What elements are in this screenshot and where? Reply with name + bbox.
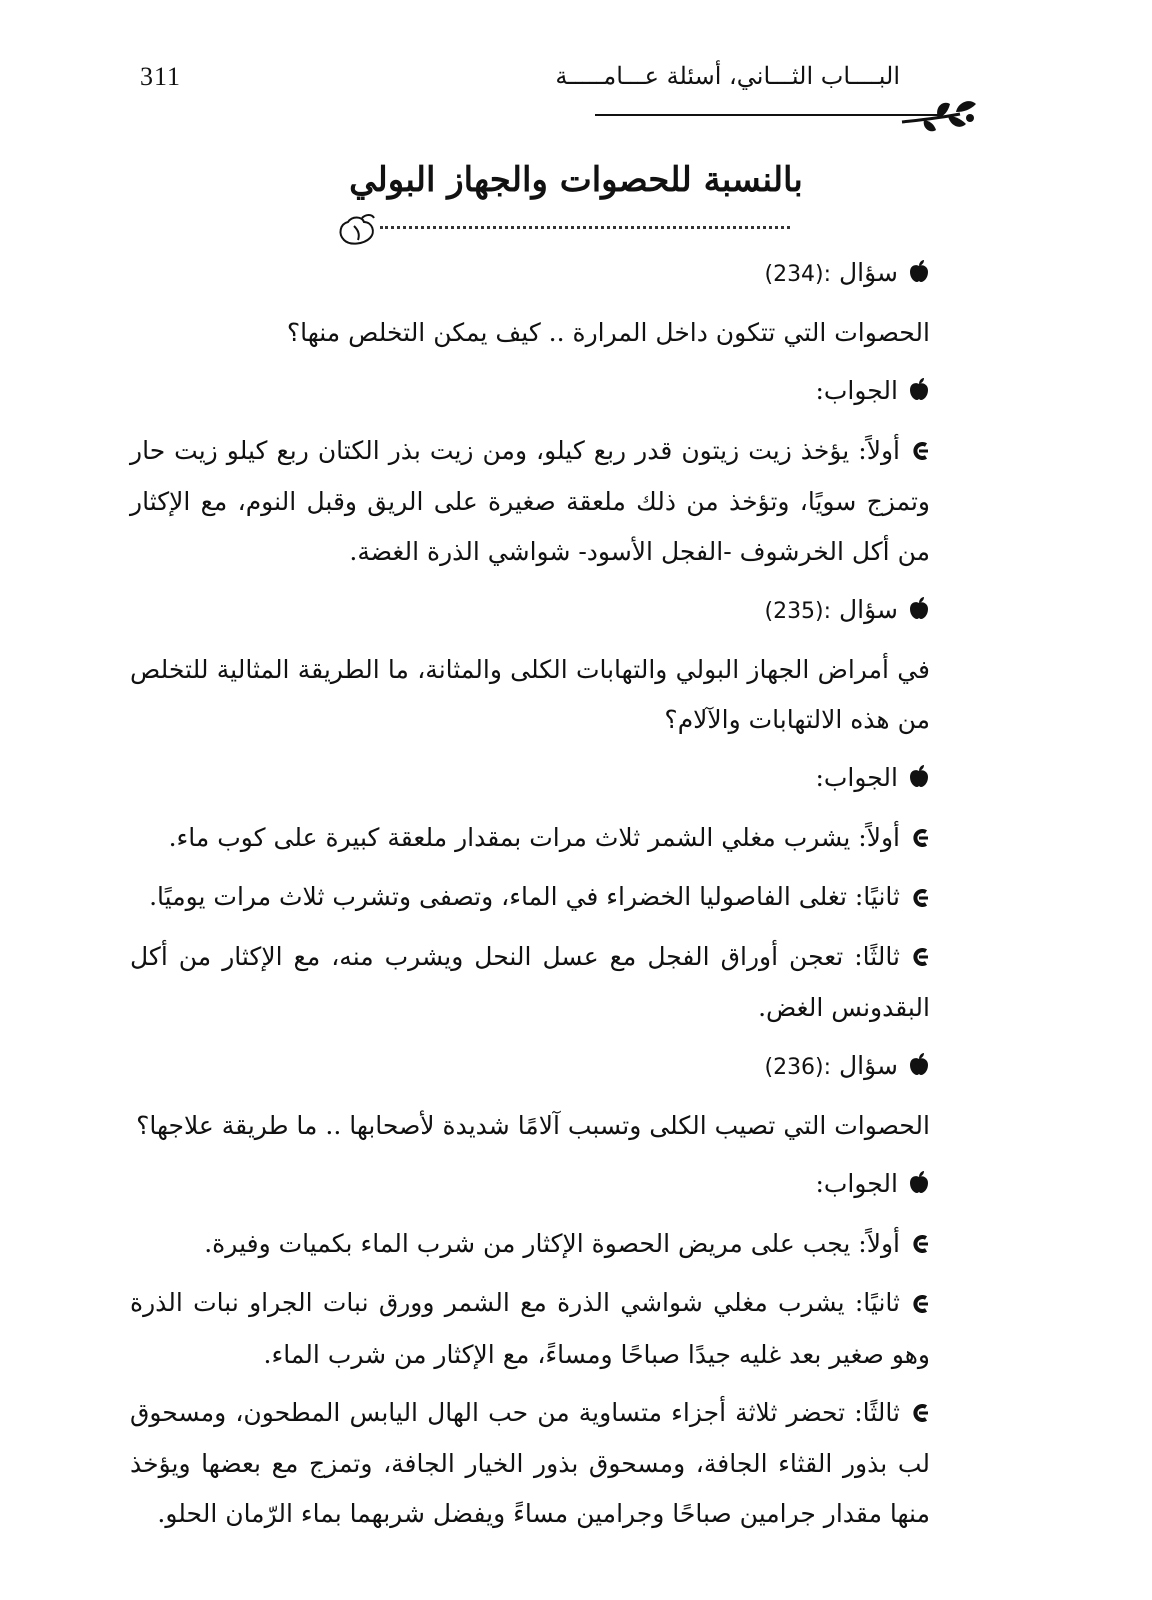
- answer-point: [130, 426, 1000, 578]
- question-number: (236):: [764, 1055, 832, 1080]
- question-number: (234):: [764, 262, 832, 287]
- answer-label: الجواب:: [815, 763, 898, 792]
- answer-point-text: أولاً: يجب على مريض الحصوة الإكثار من شرب الماء بكميات وفيرة.: [204, 1228, 900, 1258]
- arrow-icon: [910, 933, 930, 983]
- running-header: البــــاب الثـــاني، أسئلة عـــامـــــة: [555, 62, 900, 90]
- arrow-icon: [910, 1389, 930, 1439]
- answer-point-text: ثانيًا: تغلى الفاصوليا الخضراء في الماء، وتصفى وتشرب ثلاث مرات يوميًا.: [149, 882, 900, 911]
- apple-icon: [908, 250, 930, 300]
- apple-icon: [908, 1161, 930, 1211]
- answer-label: الجواب:: [815, 1169, 898, 1198]
- answer-point-text: ثالثًا: تحضر ثلاثة أجزاء متساوية من حب الهال اليابس المطحون، ومسحوق لب بذور القثاء الجافة، ومسحوق بذور الخيار الجافة، وتمزج مع بعضها ويؤخذ منها مقدار جرامين صباحًا وجرامين مساءً ويفضل شربهما بماء الرّمان الحلو.: [130, 1397, 930, 1528]
- answer-heading: [130, 366, 1000, 418]
- answer-point: [130, 1219, 1000, 1271]
- answer-heading: [130, 753, 1000, 805]
- arrow-icon: [910, 874, 930, 924]
- question-label: سؤال: [839, 258, 898, 287]
- question-heading: [130, 1041, 1000, 1093]
- question-text: في أمراض الجهاز البولي والتهابات الكلى والمثانة، ما الطريقة المثالية للتخلص من هذه الالتهابات والآلام؟: [130, 655, 930, 734]
- dotted-divider: [380, 226, 790, 229]
- question-text: الحصوات التي تتكون داخل المرارة .. كيف يمكن التخلص منها؟: [286, 318, 930, 347]
- question-number: (235):: [764, 599, 832, 624]
- answer-point: [130, 932, 1000, 1034]
- answer-heading: [130, 1159, 1000, 1211]
- header-rule: [595, 114, 940, 116]
- page-number: 311: [140, 62, 182, 91]
- answer-point-text: ثالثًا: تعجن أوراق الفجل مع عسل النحل ويشرب منه، مع الإكثار من أكل البقدونس الغض.: [130, 941, 930, 1022]
- apple-icon: [908, 368, 930, 418]
- apple-icon: [908, 587, 930, 637]
- answer-label: الجواب:: [815, 376, 898, 405]
- question-heading: [130, 248, 1000, 300]
- question-text: الحصوات التي تصيب الكلى وتسبب آلامًا شديدة لأصحابها .. ما طريقة علاجها؟: [136, 1111, 930, 1140]
- questions-content: [130, 248, 1000, 1547]
- answer-point: [130, 813, 1000, 865]
- arrow-icon: [910, 427, 930, 477]
- answer-point: [130, 1278, 1000, 1380]
- arrow-icon: [910, 814, 930, 864]
- flower-ornament-icon: [336, 212, 380, 250]
- arrow-icon: [910, 1220, 930, 1270]
- answer-point-text: أولاً: يؤخذ زيت زيتون قدر ربع كيلو، ومن زيت بذر الكتان ربع كيلو زيت حار وتمزج سويًا، وتؤخذ من ذلك ملعقة صغيرة على الريق وقبل النوم، مع الإكثار من أكل الخرشوف -الفجل الأسود- شواشي الذرة الغضة.: [130, 435, 930, 566]
- answer-point-text: أولاً: يشرب مغلي الشمر ثلاث مرات بمقدار ملعقة كبيرة على كوب ماء.: [168, 822, 900, 852]
- arrow-icon: [910, 1280, 930, 1330]
- section-title: بالنسبة للحصوات والجهاز البولي: [349, 160, 803, 200]
- apple-icon: [908, 1043, 930, 1093]
- apple-icon: [908, 755, 930, 805]
- question-label: سؤال: [839, 1051, 898, 1080]
- answer-point: [130, 872, 1000, 924]
- question-heading: [130, 585, 1000, 637]
- leaf-ornament-icon: [900, 96, 980, 140]
- question-label: سؤال: [839, 595, 898, 624]
- answer-point-text: ثانيًا: يشرب مغلي شواشي الذرة مع الشمر وورق نبات الجراو نبات الذرة وهو صغير بعد غليه جيدًا صباحًا ومساءً، مع الإكثار من شرب الماء.: [130, 1288, 930, 1369]
- answer-point: [130, 1388, 1000, 1540]
